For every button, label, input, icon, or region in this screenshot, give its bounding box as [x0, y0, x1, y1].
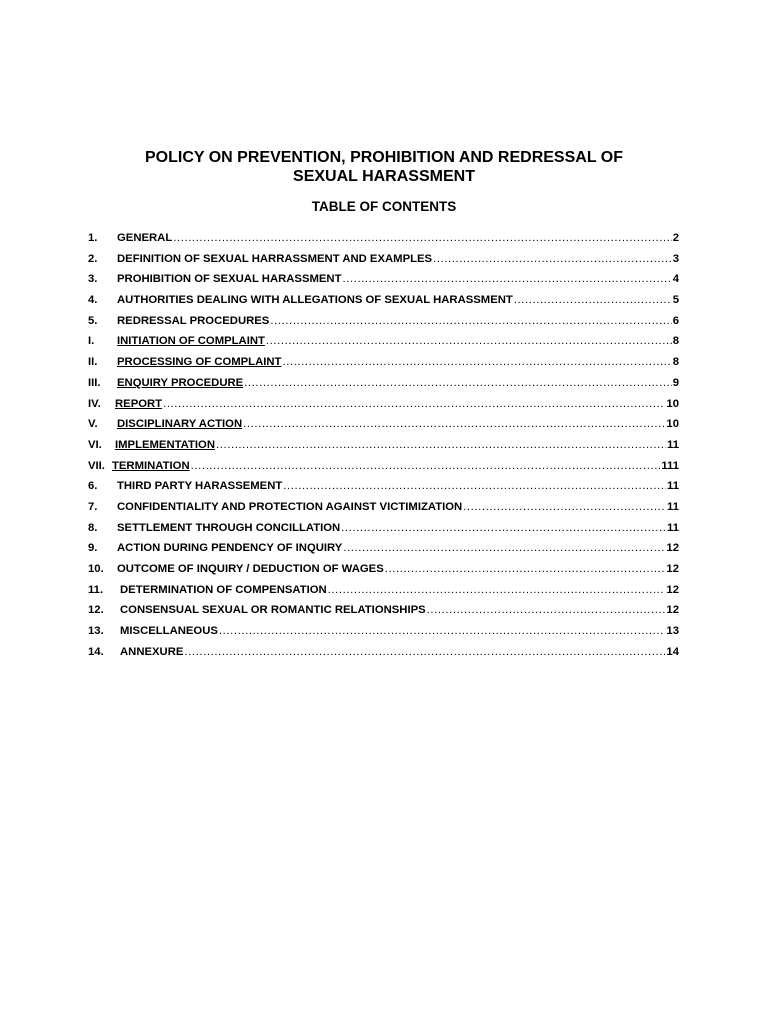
toc-leader-dots — [433, 253, 672, 265]
toc-entry-number: 11. — [88, 583, 104, 596]
toc-entry-page-number: 10 — [666, 397, 679, 410]
title-line-2: SEXUAL HARASSMENT — [293, 168, 475, 185]
toc-entry[interactable] — [88, 294, 679, 315]
toc-entry-number: 14. — [88, 645, 104, 658]
toc-entry-label[interactable]: PROCESSING OF COMPLAINT — [117, 356, 282, 369]
toc-heading: TABLE OF CONTENTS — [311, 199, 457, 214]
toc-entry-number: 3. — [88, 273, 98, 286]
toc-entry-page-number: 8 — [672, 356, 679, 369]
toc-entry-page-number: 11 — [667, 438, 679, 451]
toc-entry[interactable] — [88, 563, 679, 584]
toc-entry[interactable] — [88, 480, 679, 501]
toc-entry-number: 5. — [88, 314, 98, 327]
toc-entry-page-number: 3 — [672, 252, 679, 265]
toc-entry-number: II. — [88, 356, 98, 369]
toc-entry-label[interactable]: INITIATION OF COMPLAINT — [117, 335, 265, 348]
toc-leader-dots — [184, 646, 665, 658]
toc-entry[interactable] — [88, 418, 679, 439]
toc-leader-dots — [283, 480, 666, 492]
toc-entry-number: 8. — [88, 521, 98, 534]
toc-entry-label[interactable]: OUTCOME OF INQUIRY / DEDUCTION OF WAGES — [117, 563, 384, 575]
toc-entry[interactable] — [88, 439, 679, 460]
toc-entry[interactable] — [88, 273, 679, 294]
toc-entry[interactable] — [88, 377, 679, 398]
toc-entry[interactable] — [88, 335, 679, 356]
toc-leader-dots — [427, 604, 666, 616]
toc-leader-dots — [463, 501, 666, 513]
toc-entry-page-number: 6 — [672, 314, 679, 327]
toc-entry-number: 4. — [88, 294, 98, 307]
toc-entry-number: 9. — [88, 542, 98, 555]
table-of-contents — [88, 232, 679, 666]
toc-leader-dots — [163, 398, 665, 410]
toc-entry-label[interactable]: GENERAL — [117, 232, 173, 244]
title-line-1: POLICY ON PREVENTION, PROHIBITION AND REDRESSAL OF — [145, 149, 623, 166]
toc-entry-label[interactable]: DETERMINATION OF COMPENSATION — [120, 583, 327, 596]
toc-entry-label[interactable]: CONSENSUAL SEXUAL OR ROMANTIC RELATIONSHIPS — [120, 604, 426, 617]
toc-leader-dots — [282, 356, 671, 368]
toc-entry-page-number: 12 — [666, 604, 679, 617]
toc-entry[interactable] — [88, 315, 679, 336]
toc-leader-dots — [219, 625, 666, 637]
toc-leader-dots — [328, 584, 666, 596]
toc-entry-label[interactable]: ANNEXURE — [120, 645, 184, 658]
toc-entry-label[interactable]: ENQUIRY PROCEDURE — [117, 376, 244, 389]
toc-entry-label[interactable]: MISCELLANEOUS — [120, 625, 218, 638]
toc-entry[interactable] — [88, 604, 679, 625]
toc-entry-number: 10. — [88, 563, 104, 575]
toc-entry-page-number: 13 — [666, 625, 679, 638]
toc-entry-page-number: 4 — [672, 273, 679, 286]
toc-entry-page-number: 12 — [666, 583, 679, 596]
toc-entry-label[interactable]: AUTHORITIES DEALING WITH ALLEGATIONS OF SEXUAL HARASSMENT — [117, 294, 513, 307]
toc-entry-number: VII. — [88, 459, 105, 472]
toc-entry-label[interactable]: DISCIPLINARY ACTION — [117, 418, 243, 431]
toc-leader-dots — [343, 273, 672, 285]
toc-entry-page-number: 12 — [666, 563, 679, 575]
toc-entry-label[interactable]: REDRESSAL PROCEDURES — [117, 314, 270, 327]
toc-entry-number: III. — [88, 376, 101, 389]
toc-entry-number: IV. — [88, 397, 101, 410]
toc-entry[interactable] — [88, 625, 679, 646]
toc-entry-page-number: 9 — [672, 376, 679, 389]
toc-entry-page-number: 10 — [666, 418, 679, 431]
toc-entry-number: 1. — [88, 232, 98, 244]
toc-entry[interactable] — [88, 522, 679, 543]
toc-leader-dots — [216, 439, 666, 451]
toc-entry-page-number: 11 — [667, 500, 679, 513]
toc-entry-label[interactable]: CONFIDENTIALITY AND PROTECTION AGAINST VICTIMIZATION — [117, 500, 463, 513]
toc-entry-number: 12. — [88, 604, 104, 617]
toc-entry-number: VI. — [88, 438, 102, 451]
toc-entry-page-number: 12 — [666, 542, 679, 555]
toc-entry[interactable] — [88, 232, 679, 253]
toc-entry-number: 7. — [88, 500, 98, 513]
toc-entry[interactable] — [88, 460, 679, 481]
toc-entry-label[interactable]: DEFINITION OF SEXUAL HARRASSMENT AND EXAMPLES — [117, 252, 433, 265]
toc-entry-page-number: 111 — [661, 459, 679, 472]
page-title — [0, 148, 768, 186]
toc-leader-dots — [270, 315, 671, 327]
toc-leader-dots — [191, 460, 661, 472]
toc-entry[interactable] — [88, 398, 679, 419]
toc-entry-page-number: 11 — [667, 480, 679, 493]
toc-entry-number: I. — [88, 335, 95, 348]
toc-leader-dots — [343, 542, 665, 554]
toc-leader-dots — [341, 522, 666, 534]
toc-entry-label[interactable]: REPORT — [115, 397, 163, 410]
toc-leader-dots — [244, 377, 672, 389]
toc-leader-dots — [173, 232, 671, 244]
toc-leader-dots — [385, 563, 666, 575]
toc-entry-number: 13. — [88, 625, 104, 638]
toc-entry[interactable] — [88, 584, 679, 605]
toc-entry-number: 6. — [88, 480, 98, 493]
toc-entry-page-number: 5 — [672, 294, 679, 307]
toc-entry-label[interactable]: TERMINATION — [112, 459, 190, 472]
toc-entry-number: 2. — [88, 252, 98, 265]
toc-entry-number: V. — [88, 418, 98, 431]
toc-entry-page-number: 8 — [672, 335, 679, 348]
toc-entry[interactable] — [88, 501, 679, 522]
toc-entry-page-number: 14 — [666, 645, 679, 658]
toc-entry-label[interactable]: THIRD PARTY HARASSEMENT — [117, 480, 283, 493]
toc-entry-page-number: 2 — [672, 232, 679, 244]
toc-entry[interactable] — [88, 646, 679, 667]
toc-entry-label[interactable]: ACTION DURING PENDENCY OF INQUIRY — [117, 542, 343, 555]
toc-entry[interactable] — [88, 253, 679, 274]
toc-entry-label[interactable]: IMPLEMENTATION — [115, 438, 215, 451]
toc-entry[interactable] — [88, 542, 679, 563]
toc-leader-dots — [243, 418, 665, 430]
toc-entry-label[interactable]: SETTLEMENT THROUGH CONCILLATION — [117, 521, 341, 534]
toc-leader-dots — [266, 335, 672, 347]
toc-entry-page-number: 11 — [667, 521, 679, 534]
toc-entry-label[interactable]: PROHIBITION OF SEXUAL HARASSMENT — [117, 273, 342, 286]
toc-leader-dots — [514, 294, 672, 306]
toc-entry[interactable] — [88, 356, 679, 377]
